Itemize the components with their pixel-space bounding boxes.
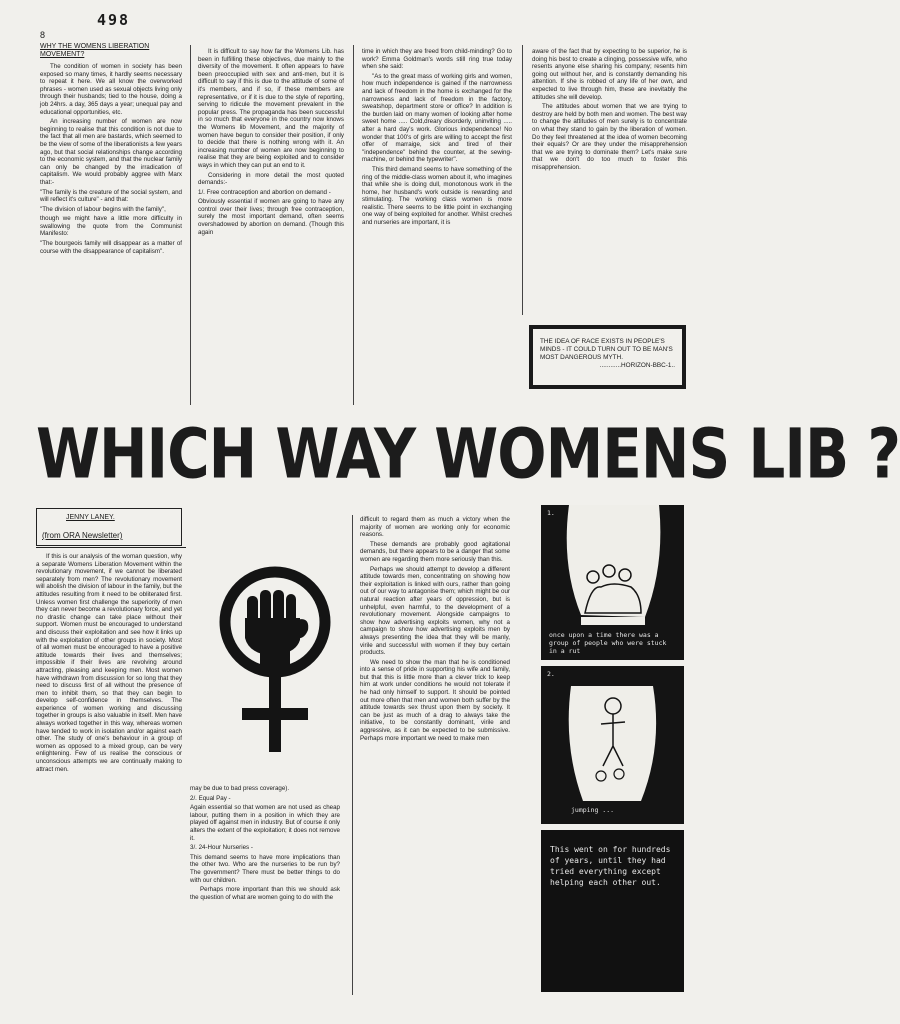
quote: "The division of labour begins with the family",	[40, 205, 166, 213]
top-article-column-2	[198, 48, 344, 238]
paragraph: Obviously essential if women are going to have any control over their lives; through free contraception, surely the most important demand, often seems overshadowed by abortion on demand. (Though this again	[198, 198, 344, 236]
paragraph: aware of the fact that by expecting to be superior, he is doing his best to create a clinging, possessive wife, who resents anyone else sharing his company; resents him going out without her, and is constantly demanding his attention. If she is robbed of any life of her own, and expected to live through him, these are inevitably the attitudes she will develop.	[532, 48, 687, 101]
column-divider	[190, 45, 191, 405]
quote-box-attribution: ............HORIZON-BBC-1..	[599, 362, 675, 369]
byline-rule	[36, 547, 186, 548]
column-divider	[352, 515, 353, 995]
bottom-article-column-2	[190, 785, 340, 903]
comic-panel-1	[541, 505, 684, 660]
quote-box-text: THE IDEA OF RACE EXISTS IN PEOPLE'S MINDS - IT COULD TURN OUT TO BE MAN'S MOST DANGEROUS MYTH.	[540, 338, 673, 361]
demand-heading: 2/. Equal Pay -	[190, 794, 231, 802]
panel-caption: once upon a time there was a group of people who were stuck in a rut	[549, 631, 667, 655]
paragraph: Again essential so that women are not used as cheap labour, putting them in a position in which they are played off against men in industry. But of course it only alters the extent of the exploitation; it does not remove it.	[190, 804, 340, 842]
paragraph: An increasing number of women are now beginning to realise that this condition is not due to the fact that all men are bastards, which seemed to be the view of some of the liberationists a few years ago, but that social relationships change according to the economic system, and that the nuclear family can only be changed by the irradication of capitalism. We would probably aggree with Marx that:-	[40, 118, 182, 186]
column-divider	[353, 45, 354, 405]
bottom-article-column-1	[36, 553, 182, 775]
feminist-fist-symbol-icon	[200, 560, 350, 760]
paragraph: 1/. Free contraception and abortion on demand -	[198, 188, 331, 196]
panel-caption: jumping ...	[571, 806, 615, 814]
column-divider	[522, 45, 523, 315]
paragraph: We need to show the man that he is conditioned into a sense of pride in supporting his wife and family, but that this is little more than a clever trick to keep him at work under conditions he would not tolerate if he had only himself to support. It should be pointed out more often that men and women both suffer by the attitude towards sex thrust upon them by society. It can be just as much of a drag to always take the initiative, to be constantly dominant, virile and aggressive, as it can be expected to be submissive. Perhaps more important we need to make men	[360, 658, 510, 742]
article-heading: WHY THE WOMENS LIBERATION MOVEMENT?	[40, 43, 150, 58]
paragraph: time in which they are freed from child-minding? Go to work? Emma Goldman's words still ring true today when she said:	[362, 48, 512, 71]
paragraph: If this is our analysis of the woman question, why a separate Womens Liberation Movement within the revolutionary movement, if we cannot be liberated separately from men? The revolutionary movement will abolish the division of labour in the family, but the attitudes resulting from it need to be obliterated first. Unless women first challenge the superiority of men they can never become a revolutionary force, and yet no drastic change can take place without their support. Women must be encouraged to understand and discuss their exploitation and see how it links up with the exploitation of other groups in society. Most of all women must be encouraged to have a positive attitude towards their lives and themselves; impossible if their lives are revolving around attracting, pleasing and keeping men. Most women have withdrawn from discussion for so long that they need to discuss first of all without the presence of men to inhibit them, so that they can begin to develop self-confidence in themselves. The experience of women working and discussing together in groups is also valuable in itself. Men have always worked together in this way, whereas women have tended to work in isolation and/or against each other. The study of one's behaviour in a group of women as opposed to a mixed group, can be very enlightening. Few of us realise the conscious or unconscious attempts we are continually making to attract men.	[36, 553, 182, 773]
jumping-figure-illustration-icon	[541, 666, 684, 824]
paragraph: These demands are probably good agitational demands, but there appears to be a danger that some women are regarding them more seriously than this.	[360, 540, 510, 563]
paragraph: It is difficult to say how far the Womens Lib. has been in fulfilling these objectives, due mainly to the diversity of the movement. It often appears to have been preoccupied with sex and anti-men, but it is difficult to say if this is due to the attitude of some of it's members, and if so, if these members are representative, or if it is due to the style of reporting, serving to ridicule the movement prevalent in the popular press. The propaganda has been successful in so much that everyone in the country now knows the Womens lib Movement, and the majority of women have begun to consider their position, if only to decide that there is nothing wrong with it. An increasing number of women are now beginning to realise that they are being exploited and to consider ways in which they can put an end to it.	[198, 48, 344, 169]
paragraph: may be due to bad press coverage).	[190, 785, 290, 792]
page-number: 498	[97, 11, 131, 29]
byline-source: (from ORA Newsletter)	[42, 531, 123, 540]
panel-number: 1.	[547, 509, 555, 517]
page-corner-number: 8	[40, 30, 46, 40]
panel-caption: This went on for hundreds of years, until they had tried everything except helping each other out.	[550, 845, 671, 887]
paragraph: The attitudes about women that we are trying to destroy are held by both men and women. The best way to change the attitudes of men surely is to concentrate on what they stand to gain by the liberation of women. Do they feel threatened at the idea of women becoming their equals? Or are they under the misapprehension that we are trying to dominate them? Let's make sure that we don't do too much to foster this misapprehension.	[532, 103, 687, 171]
comic-panel-3	[541, 830, 684, 992]
paragraph: Perhaps more important than this we should ask the question of what are women going to do with the	[190, 886, 340, 901]
quote: "The family is the creature of the social system, and will reflect it's culture" - and that:	[40, 188, 182, 204]
demand-heading: 3/. 24-Hour Nurseries -	[190, 844, 253, 852]
quote: "As to the great mass of working girls and women, how much independence is gained if the narrowness and lack of freedom in the home is exchanged for the narrowness and lack of freedom in the factory, sweatshop, department store or office? In addition is the burden laid on many women of looking after home sweet home ..... Cold,dreary disorderly, uninviting ..... after a hard day's work. Glorious independence! No wonder that 100's of girls are willing to accept the first offer of marraige, sick and tired of their "independence" behind the counter, at the sewing-machine, or behind the typewriter".	[362, 72, 512, 164]
paragraph: Considering in more detail the most quoted demands:-	[198, 171, 344, 187]
comic-panel-2	[541, 666, 684, 824]
paragraph: The condition of women in society has been exposed so many times, it hardly seems necessary to repeat it here. We all know the overworked phrases - women used as sexual objects living only through their husbands; tied to the house, doing a job 24hrs. a day, 365 days a year; unequal pay and educational opportunities, etc.	[40, 63, 182, 116]
top-article-column-1	[40, 43, 182, 257]
panel-number: 2.	[547, 670, 555, 678]
paragraph: This third demand seems to have something of the ring of the middle-class women about it, who imagines that while she is doing dull, monotonous work in the home, her husband's work outside is rewarding and stimulating. The working class women is more realistic. There seems to be little point in exchanging one way of being exploited for another. Whilst creches and nurseries are important, it is	[362, 165, 512, 227]
headline: WHICH WAY WOMENS LIB ?	[36, 414, 900, 495]
bottom-article-column-3	[360, 516, 510, 744]
paragraph: though we might have a little more difficulty in swallowing the quote from the Communist Manifesto:	[40, 215, 182, 238]
paragraph: difficult to regard them as much a victory when the majority of women are working only for economic reasons.	[360, 516, 510, 539]
byline-author: JENNY LANEY.	[66, 514, 115, 521]
paragraph: This demand seems to have more implications than the other two. Who are the nurseries to be run by? The government? There must be better things to do with our children.	[190, 853, 340, 884]
quote-box	[529, 325, 686, 389]
quote: "The bourgeois family will disappear as a matter of course with the disappearance of capitalism".	[40, 240, 182, 255]
top-article-column-4	[532, 48, 687, 174]
paragraph: Perhaps we should attempt to develop a different attitude towards men, concentrating on showing how their exploitation is linked with ours, rather than going out of our way to antagonise them; which might be our natural reaction after years of oppression, but is unhelpful, even harmful, to the development of a revolutionary movement. Alongside campaigns to show how advertising exploits women, why not a campaign to show how advertising exploits men by always presenting the idea that they will be manly, virile and successful with women if they buy certain products.	[360, 565, 510, 657]
top-article-column-3	[362, 48, 512, 229]
